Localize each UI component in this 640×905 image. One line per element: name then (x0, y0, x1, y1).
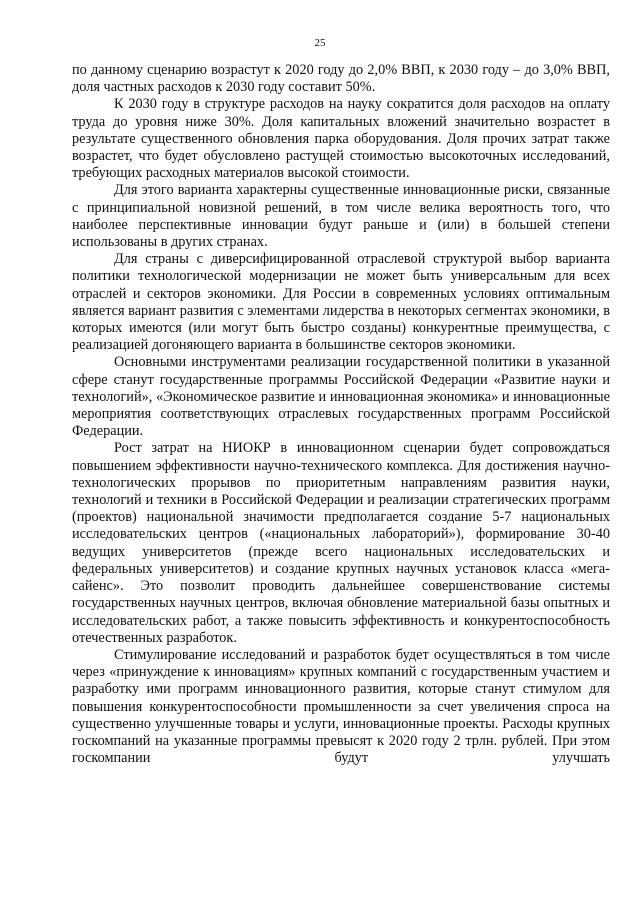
paragraph: Стимулирование исследований и разработок будет осуществляться в том числе через «принуждение к инновациям» крупных компаний с государственным участием и разработку ими программ инновационного развития, которые станут стимулом для повышения конкурентоспособности промышленности за счет увеличения спроса на существенно улучшенные товары и услуги, инновационные проекты. Расходы крупных госкомпаний на указанные программы превысят к 2020 году 2 трлн. рублей. При этом госкомпании будут улучшать (72, 646, 610, 767)
paragraph: Для страны с диверсифицированной отраслевой структурой выбор варианта политики технологической модернизации не может быть универсальным для всех отраслей и секторов экономики. Для России в современных условиях оптимальным является вариант развития с элементами лидерства в некоторых сегментах экономики, в которых имеются (или могут быть быстро созданы) конкурентные преимущества, с реализацией догоняющего варианта в большинстве секторов экономики. (72, 251, 610, 354)
paragraph: Для этого варианта характерны существенные инновационные риски, связанные с принципиальной новизной решений, в том числе велика вероятность того, что наиболее перспективные инновации будут раньше и (или) в большей степени использованы в других странах. (72, 182, 610, 251)
document-body (72, 62, 610, 767)
paragraph: К 2030 году в структуре расходов на науку сократится доля расходов на оплату труда до уровня ниже 30%. Доля капитальных вложений значительно возрастет в результате существенного обновления парка оборудования. Доля прочих затрат также возрастет, что будет обусловлено растущей стоимостью высокоточных исследований, требующих расходных материалов высокой стоимости. (72, 96, 610, 182)
page-number: 25 (314, 37, 326, 49)
paragraph: Рост затрат на НИОКР в инновационном сценарии будет сопровождаться повышением эффективности научно-технического комплекса. Для достижения научно-технологических прорывов по приоритетным направлениям развития науки, технологий и техники в Российской Федерации и реализации стратегических программ (проектов) национальной значимости предполагается создание 5-7 национальных исследовательских центров («национальных лабораторий»), формирование 30-40 ведущих университетов (прежде всего национальных исследовательских и федеральных университетов) и создание крупных научных установок класса «мега-сайенс». Это позволит проводить дальнейшее совершенствование системы государственных научных центров, включая обновление материальной базы опытных и исследовательских работ, а также повысить эффективность и конкурентоспособность отечественных разработок. (72, 440, 610, 646)
paragraph: по данному сценарию возрастут к 2020 году до 2,0% ВВП, к 2030 году – до 3,0% ВВП, доля частных расходов к 2030 году составит 50%. (72, 62, 610, 96)
paragraph: Основными инструментами реализации государственной политики в указанной сфере станут государственные программы Российской Федерации «Развитие науки и технологий», «Экономическое развитие и инновационная экономика» и инновационные мероприятия соответствующих отраслевых государственных программ Российской Федерации. (72, 354, 610, 440)
